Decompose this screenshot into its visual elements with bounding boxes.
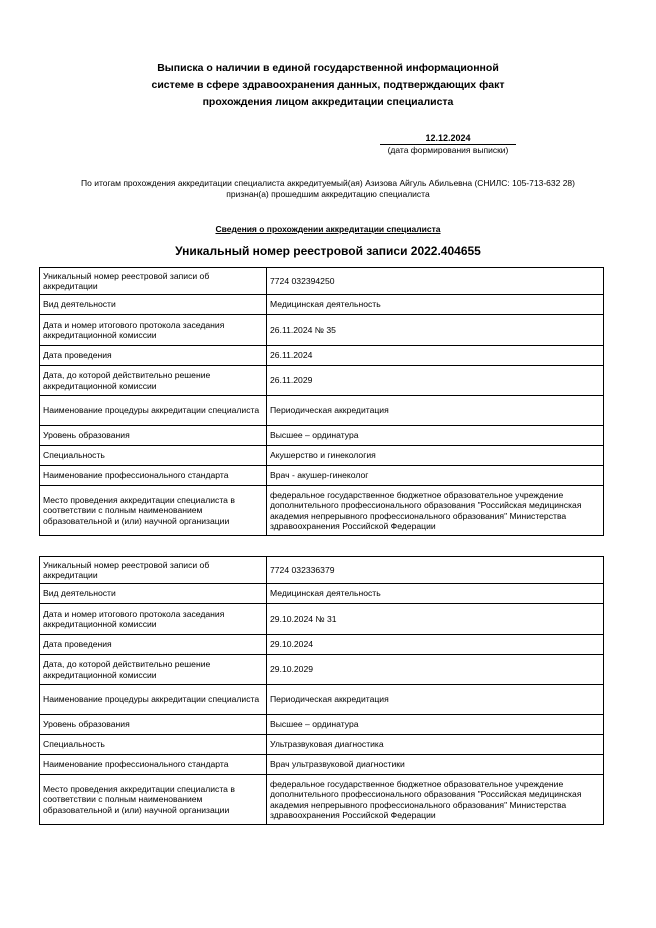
row-value: Периодическая аккредитация: [267, 685, 604, 715]
row-label: Уникальный номер реестровой записи об аккредитации: [40, 268, 267, 295]
intro-text: [30, 178, 626, 200]
table-row: [40, 346, 604, 366]
row-value: 26.11.2024: [267, 346, 604, 366]
row-value: Высшее – ординатура: [267, 715, 604, 735]
row-label: Наименование профессионального стандарта: [40, 466, 267, 486]
row-value: Высшее – ординатура: [267, 426, 604, 446]
section-heading: Сведения о прохождении аккредитации специалиста: [215, 224, 441, 234]
statement-date: [378, 133, 518, 156]
table-row: [40, 655, 604, 685]
title-line: Выписка о наличии в единой государственной информационной: [157, 62, 499, 74]
table-row: [40, 446, 604, 466]
row-value: 29.10.2024: [267, 635, 604, 655]
row-value: Периодическая аккредитация: [267, 396, 604, 426]
date-caption: (дата формирования выписки): [387, 145, 509, 155]
table-row: [40, 735, 604, 755]
table-row: [40, 775, 604, 825]
accreditation-table-2: [39, 556, 604, 825]
row-label: Уровень образования: [40, 426, 267, 446]
title-line: прохождения лицом аккредитации специалиста: [202, 96, 454, 108]
row-label: Дата и номер итогового протокола заседания аккредитационной комиссии: [40, 604, 267, 635]
row-value: Врач - акушер-гинеколог: [267, 466, 604, 486]
table-row: [40, 315, 604, 346]
row-value: федеральное государственное бюджетное образовательное учреждение дополнительного профессионального образования "Российская медицинская академия непрерывного профессионального образования" Министерства здравоохранения Российской Федерации: [267, 775, 604, 825]
table-row: [40, 396, 604, 426]
table-row: [40, 268, 604, 295]
row-label: Место проведения аккредитации специалиста в соответствии с полным наименованием образовательной и (или) научной организации: [40, 486, 267, 536]
table-row: [40, 715, 604, 735]
table-row: [40, 366, 604, 396]
row-label: Наименование профессионального стандарта: [40, 755, 267, 775]
row-label: Дата, до которой действительно решение аккредитационной комиссии: [40, 655, 267, 685]
row-label: Дата, до которой действительно решение аккредитационной комиссии: [40, 366, 267, 396]
row-value: Акушерство и гинекология: [267, 446, 604, 466]
date-value: 12.12.2024: [425, 133, 471, 143]
table-row: [40, 755, 604, 775]
table-row: [40, 604, 604, 635]
row-label: Дата проведения: [40, 346, 267, 366]
row-label: Наименование процедуры аккредитации специалиста: [40, 685, 267, 715]
row-label: Наименование процедуры аккредитации специалиста: [40, 396, 267, 426]
table-row: [40, 295, 604, 315]
table-row: [40, 557, 604, 584]
table-row: [40, 635, 604, 655]
row-value: Медицинская деятельность: [267, 584, 604, 604]
intro-line: признан(а) прошедшим аккредитацию специалиста: [226, 189, 430, 199]
table-row: [40, 486, 604, 536]
row-label: Специальность: [40, 446, 267, 466]
table-row: [40, 426, 604, 446]
row-label: Уникальный номер реестровой записи об аккредитации: [40, 557, 267, 584]
row-value: Медицинская деятельность: [267, 295, 604, 315]
row-label: Вид деятельности: [40, 584, 267, 604]
row-label: Место проведения аккредитации специалиста в соответствии с полным наименованием образовательной и (или) научной организации: [40, 775, 267, 825]
row-value: 7724 032336379: [267, 557, 604, 584]
row-value: 26.11.2029: [267, 366, 604, 396]
row-label: Дата проведения: [40, 635, 267, 655]
table-row: [40, 466, 604, 486]
row-value: Врач ультразвуковой диагностики: [267, 755, 604, 775]
table-row: [40, 685, 604, 715]
accreditation-table-1: [39, 267, 604, 536]
intro-line: По итогам прохождения аккредитации специалиста аккредитуемый(ая) Азизова Айгуль Абильевна (СНИЛС: 105-713-632 28): [81, 178, 575, 188]
row-value: 7724 032394250: [267, 268, 604, 295]
row-label: Вид деятельности: [40, 295, 267, 315]
row-value: 26.11.2024 № 35: [267, 315, 604, 346]
table-row: [40, 584, 604, 604]
row-value: 29.10.2029: [267, 655, 604, 685]
document-title: [100, 60, 556, 111]
row-value: 29.10.2024 № 31: [267, 604, 604, 635]
title-line: системе в сфере здравоохранения данных, подтверждающих факт: [151, 79, 505, 91]
row-label: Уровень образования: [40, 715, 267, 735]
row-value: федеральное государственное бюджетное образовательное учреждение дополнительного профессионального образования "Российская медицинская академия непрерывного профессионального образования" Министерства здравоохранения Российской Федерации: [267, 486, 604, 536]
record-heading: Уникальный номер реестровой записи 2022.404655: [175, 244, 481, 258]
row-label: Специальность: [40, 735, 267, 755]
row-label: Дата и номер итогового протокола заседания аккредитационной комиссии: [40, 315, 267, 346]
row-value: Ультразвуковая диагностика: [267, 735, 604, 755]
